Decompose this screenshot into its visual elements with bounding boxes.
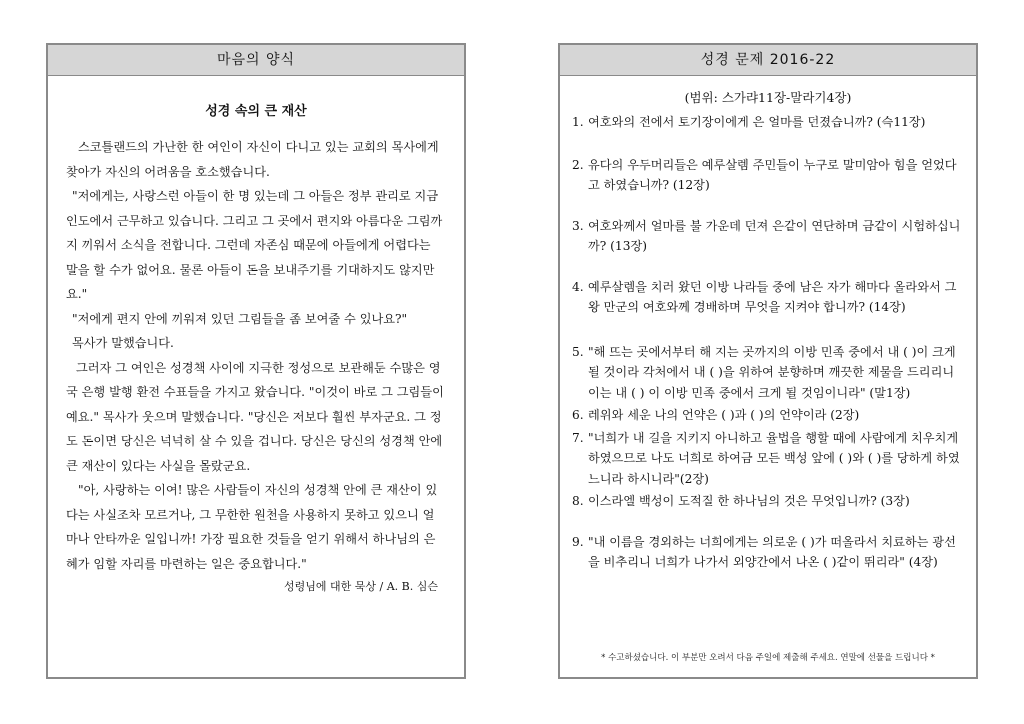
- story-paragraph: 목사가 말했습니다.: [72, 336, 174, 350]
- question-text: "너희가 내 길을 지키지 아니하고 율법을 행할 때에 사람에게 치우치게 하였으므로 나도 너희로 하여금 모든 백성 앞에 ( )와 ( )를 당하게 하였느니라 하시니라"(2장): [588, 430, 960, 486]
- question-text: 이스라엘 백성이 도적질 한 하나님의 것은 무엇입니까? (3장): [588, 494, 910, 508]
- question-text: 레위와 세운 나의 언약은 ( )과 ( )의 언약이라 (2장): [588, 408, 860, 422]
- question-list: [560, 112, 976, 573]
- question-text: 여호와께서 얼마를 불 가운데 던져 은같이 연단하며 금같이 시험하십니까? (13장): [588, 218, 961, 253]
- question-number: 2.: [572, 157, 584, 172]
- question-item: [572, 342, 962, 404]
- quiz-footnote: * 수고하셨습니다. 이 부분만 오려서 다음 주일에 제출해 주세요. 연말에 선물을 드립니다 *: [601, 653, 935, 663]
- question-number: 8.: [572, 494, 584, 508]
- question-item: [572, 405, 962, 426]
- question-text: 예루살렘을 치러 왔던 이방 나라들 중에 남은 자가 해마다 올라와서 그 왕 만군의 여호와께 경배하며 무엇을 지켜야 합니까? (14장): [588, 279, 957, 314]
- story-title: 성경 속의 큰 재산: [205, 104, 307, 119]
- right-panel: [558, 43, 978, 679]
- story-paragraph: "아, 사랑하는 이여! 많은 사람들이 자신의 성경책 안에 큰 재산이 있다는 사실조차 모르거나, 그 무한한 원천을 사용하지 못하고 있으니 얼마나 안타까운 일입니까! 가장 필요한 것들을 얻기 위해서 하나님의 은혜가 임할 자리를 마련하는 일은 중요합니다.": [66, 483, 438, 571]
- question-number: 1.: [572, 115, 584, 129]
- question-item: [572, 155, 962, 196]
- question-text: "해 뜨는 곳에서부터 해 지는 곳까지의 이방 민족 중에서 내 ( )이 크게 될 것이라 각처에서 내 ( )을 위하여 분향하며 깨끗한 제물을 드리리니 이는 내 ( ) 이 이방 민족 중에서 크게 될 것임이니라" (말1장): [588, 344, 956, 400]
- question-number: 5.: [572, 344, 584, 359]
- left-panel-header: 마음의 양식: [48, 45, 464, 76]
- question-item: [572, 532, 962, 573]
- story-body: [48, 135, 464, 576]
- quiz-range: (범위: 스가랴11장-말라기4장): [684, 90, 852, 105]
- question-item: [572, 428, 962, 490]
- question-item: [572, 216, 962, 257]
- story-signature: 성령님에 대한 묵상 / A. B. 심슨: [284, 580, 438, 593]
- story-paragraph: 그러자 그 여인은 성경책 사이에 지극한 정성으로 보관해둔 수많은 영국 은행 발행 환전 수표들을 가지고 왔습니다. "이것이 바로 그 그림들이예요." 목사가 웃으며 말했습니다. "당신은 저보다 훨씬 부자군요. 그 정도 돈이면 당신은 넉넉히 살 수 있을 겁니다. 당신은 당신의 성경책 안에 큰 재산이 있다는 사실을 몰랐군요.: [66, 360, 444, 473]
- story-paragraph: 스코틀랜드의 가난한 한 여인이 자신이 다니고 있는 교회의 목사에게 찾아가 자신의 어려움을 호소했습니다.: [66, 140, 439, 179]
- question-text: 여호와의 전에서 토기장이에게 은 얼마를 던졌습니까? (슥11장): [588, 115, 926, 129]
- story-paragraph: "저에게는, 사랑스런 아들이 한 명 있는데 그 아들은 정부 관리로 지금 인도에서 근무하고 있습니다. 그리고 그 곳에서 편지와 아름다운 그림까지 끼워서 소식을 전합니다. 그런데 자존심 때문에 아들에게 어렵다는 말을 할 수가 없어요. 물론 아들이 돈을 보내주기를 기대하지도 않지만요.": [66, 189, 443, 301]
- question-number: 9.: [572, 534, 584, 549]
- question-text: 유다의 우두머리들은 예루살렘 주민들이 누구로 말미암아 힘을 얻었다고 하였습니까? (12장): [588, 157, 957, 192]
- question-number: 4.: [572, 279, 584, 294]
- story-paragraph: "저에게 편지 안에 끼워져 있던 그림들을 좀 보여줄 수 있나요?": [72, 311, 408, 326]
- right-panel-header: 성경 문제 2016-22: [560, 45, 976, 76]
- question-number: 3.: [572, 218, 584, 233]
- question-text: "내 이름을 경외하는 너희에게는 의로운 ( )가 떠올라서 치료하는 광선을 비추리니 너희가 나가서 외양간에서 나온 ( )같이 뛰리라" (4장): [588, 534, 956, 569]
- question-item: [572, 277, 962, 318]
- question-item: [572, 491, 962, 512]
- left-panel: [46, 43, 466, 679]
- question-number: 6.: [572, 408, 584, 422]
- question-number: 7.: [572, 430, 584, 445]
- question-item: [572, 112, 962, 133]
